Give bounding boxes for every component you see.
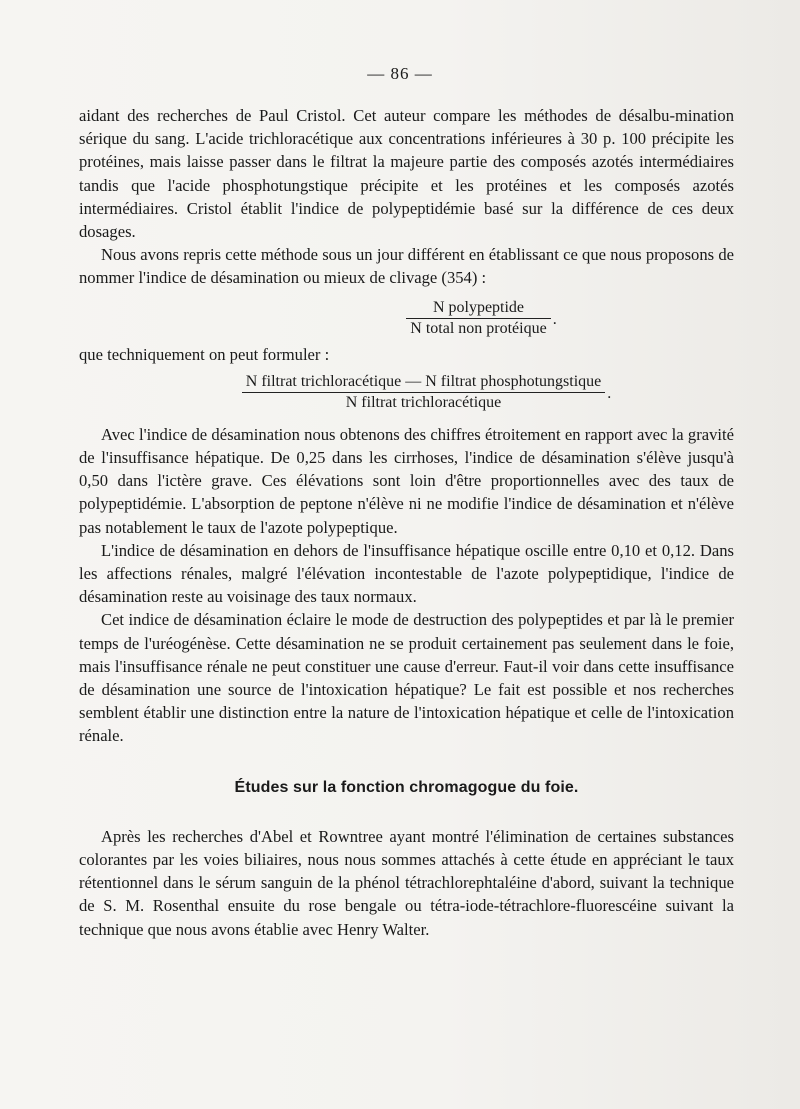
fraction-bar <box>406 318 550 319</box>
fraction-denominator: N filtrat trichloracétique <box>345 393 502 411</box>
paragraph: L'indice de désamination en dehors de l'insuffisance hépatique oscille entre 0,10 et 0,12. Dans les affections rénales, malgré l'élévation incontestable de l'azote polypeptidique, l'indice de désamination reste au voisinage des taux normaux. <box>79 540 734 607</box>
fraction <box>406 298 550 337</box>
paragraph: que techniquement on peut formuler : <box>79 344 330 364</box>
fraction-numerator: N filtrat trichloracétique — N filtrat phosphotungstique <box>245 372 602 390</box>
body-text <box>79 104 734 941</box>
fraction <box>242 372 605 411</box>
paragraph: Avec l'indice de désamination nous obtenons des chiffres étroitement en rapport avec la gravité de l'insuffisance hépatique. De 0,25 dans les cirrhoses, l'indice de désamination s'élève jusqu'à 0,50 dans l'ictère grave. Ces élévations sont loin d'être proportionnelles avec des taux de polypeptidémie. L'absorption de peptone n'élève ni ne modifie l'indice de désamination et n'élève pas notablement le taux de l'azote polypeptique. <box>79 424 734 537</box>
formula-period: . <box>552 310 557 328</box>
paragraph: Après les recherches d'Abel et Rowntree ayant montré l'élimination de certaines substances colorantes par les voies biliaires, nous nous sommes attachés à cette étude en appréciant le taux rétentionnel dans le sérum sanguin de la phénol tétrachlorephtaléine d'abord, suivant la technique de S. M. Rosenthal ensuite du rose bengale ou tétra-iode-tétrachlore-fluorescéine suivant la technique que nous avons établie avec Henry Walter. <box>79 826 734 939</box>
formula-technique <box>119 372 734 411</box>
paragraph: Nous avons repris cette méthode sous un jour différent en établissant ce que nous proposons de nommer l'indice de désamination ou mieux de clivage (354) : <box>79 245 734 288</box>
paragraph: aidant des recherches de Paul Cristol. Cet auteur compare les méthodes de désalbu-mination sérique du sang. L'acide trichloracétique aux concentrations inférieures à 30 p. 100 précipite les protéines, mais laisse passer dans le filtrat la majeure partie des composés azotés intermédiaires tandis que l'acide phosphotungstique précipite et les protéines et les composés azotés intermédiaires. Cristol établit l'indice de polypeptidémie basé sur la différence de ces deux dosages. <box>79 106 734 242</box>
section-heading: Études sur la fonction chromagogue du foie. <box>234 778 579 796</box>
fraction-bar <box>242 392 605 393</box>
paragraph: Cet indice de désamination éclaire le mode de destruction des polypeptides et par là le premier temps de l'uréogénèse. Cette désamination ne se produit certainement pas seulement dans le foie, mais l'insuffisance rénale ne peut constituer une cause d'erreur. Faut-il voir dans cette insuffisance de désamination une source de l'intoxication hépatique? Le fait est possible et nos recherches semblent établir une distinction entre la nature de l'intoxication hépatique et celle de l'intoxication rénale. <box>79 610 734 746</box>
page-number: — 86 — <box>367 64 433 83</box>
formula-period: . <box>607 384 612 402</box>
fraction-denominator: N total non protéique <box>410 319 547 337</box>
formula-clivage-index <box>229 298 734 337</box>
fraction-numerator: N polypeptide <box>432 298 525 316</box>
